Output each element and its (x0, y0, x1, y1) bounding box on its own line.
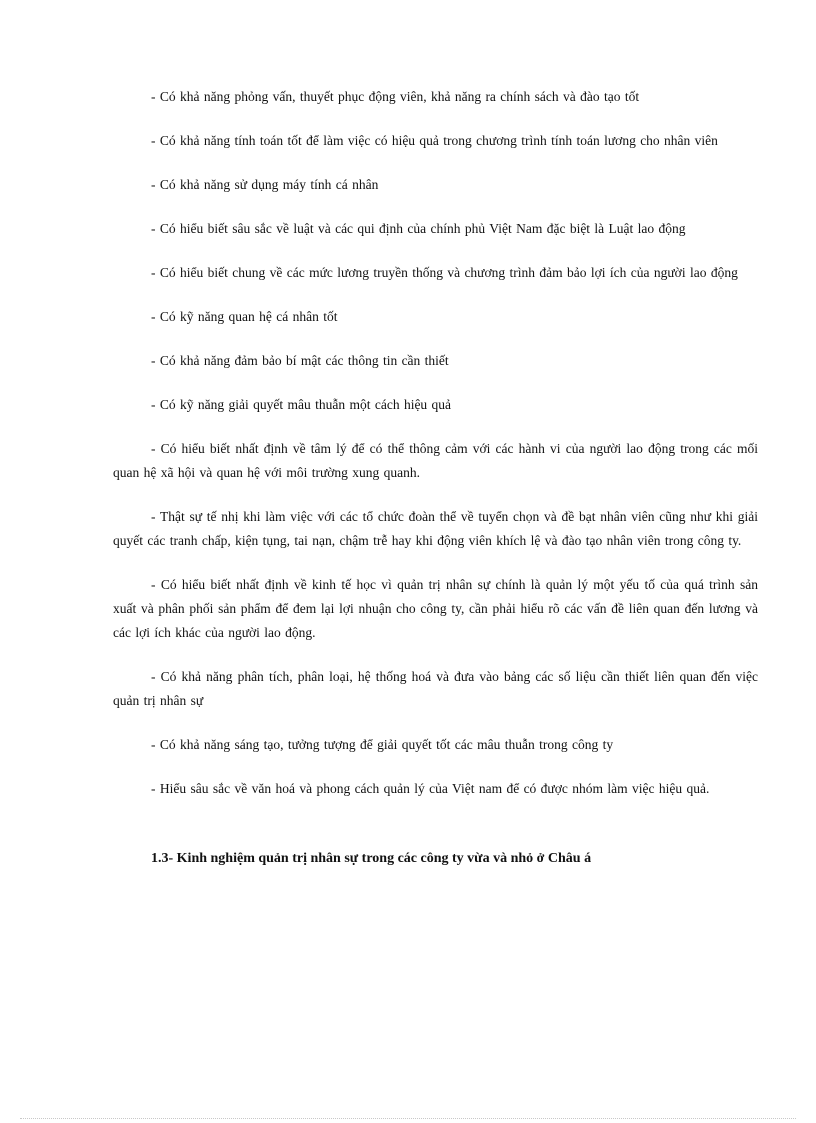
requirement-paragraph: - Hiểu sâu sắc về văn hoá và phong cách quản lý của Việt nam để có được nhóm làm việc hiệu quả. (151, 781, 710, 796)
requirement-paragraph: - Có kỹ năng giải quyết mâu thuẫn một cách hiệu quả (151, 397, 452, 412)
requirement-paragraph: - Có khả năng phỏng vấn, thuyết phục động viên, khả năng ra chính sách và đào tạo tốt (151, 89, 640, 104)
requirement-paragraph: - Có khả năng sử dụng máy tính cá nhân (151, 177, 379, 192)
requirement-paragraph: - Có khả năng đảm bảo bí mật các thông tin cần thiết (151, 353, 449, 368)
page-bottom-divider (20, 1118, 796, 1119)
section-heading: 1.3- Kinh nghiệm quản trị nhân sự trong các công ty vừa và nhỏ ở Châu á (151, 851, 592, 866)
requirement-paragraph: - Có hiểu biết sâu sắc về luật và các qui định của chính phủ Việt Nam đặc biệt là Luật lao động (151, 221, 686, 236)
requirement-paragraph: - Có hiểu biết nhất định về tâm lý để có thể thông cảm với các hành vi của người lao động trong các mối quan hệ xã hội và quan hệ với môi trường xung quanh. (113, 441, 758, 480)
requirement-paragraph: - Có khả năng tính toán tốt để làm việc có hiệu quả trong chương trình tính toán lương cho nhân viên (151, 133, 718, 148)
requirement-paragraph: - Có hiểu biết chung về các mức lương truyền thống và chương trình đảm bảo lợi ích của người lao động (151, 265, 738, 280)
requirement-paragraph: - Có khả năng sáng tạo, tưởng tượng để giải quyết tốt các mâu thuẫn trong công ty (151, 737, 614, 752)
requirement-paragraph: - Có khả năng phân tích, phân loại, hệ thống hoá và đưa vào bảng các số liệu cần thiết liên quan đến việc quản trị nhân sự (113, 669, 758, 708)
requirement-paragraph: - Có kỹ năng quan hệ cá nhân tốt (151, 309, 338, 324)
document-body (113, 85, 758, 871)
requirement-paragraph: - Thật sự tế nhị khi làm việc với các tổ chức đoàn thể về tuyển chọn và đề bạt nhân viên cũng như khi giải quyết các tranh chấp, kiện tụng, tai nạn, chậm trễ hay khi động viên khích lệ và đào tạo nhân viên trong công ty. (113, 509, 758, 548)
requirement-paragraph: - Có hiểu biết nhất định về kinh tế học vì quản trị nhân sự chính là quản lý một yếu tố của quá trình sản xuất và phân phối sản phẩm để đem lại lợi nhuận cho công ty, cần phải hiểu rõ các vấn đề liên quan đến lương và các lợi ích khác của người lao động. (113, 577, 758, 640)
